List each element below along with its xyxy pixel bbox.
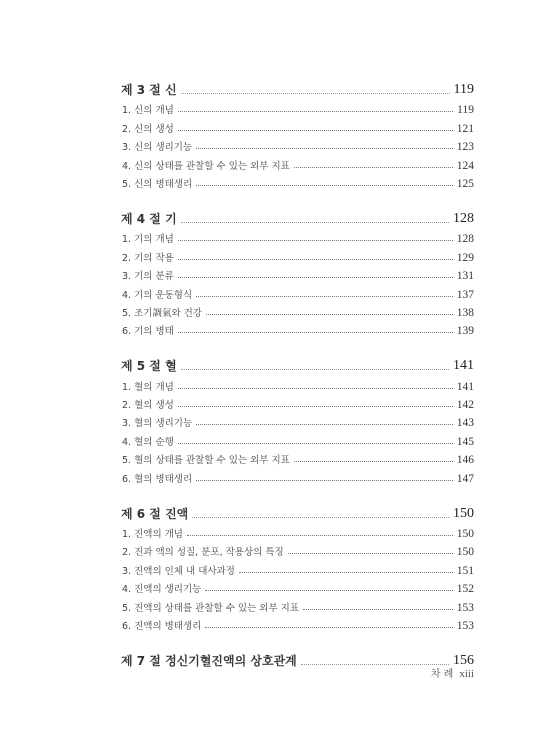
item-title: 2. 기의 작용 [121,250,178,264]
footer-label: 차 례 [430,669,454,680]
item-page-number: 141 [456,380,474,393]
dot-leader [294,460,453,462]
dot-leader [303,608,453,610]
item-title: 3. 신의 생리기능 [121,139,196,153]
dot-leader [178,442,453,444]
dot-leader [181,92,450,94]
dot-leader [205,589,452,591]
item-page-number: 131 [456,270,474,283]
item-title: 2. 혈의 생성 [121,397,178,411]
item-title: 5. 조기調氣와 건강 [121,305,206,319]
dot-leader [181,368,449,370]
item-title: 2. 진과 액의 성질, 분포, 작용상의 특징 [121,544,288,558]
item-title: 1. 신의 개념 [121,102,178,116]
dot-leader [178,405,453,407]
dot-leader [196,423,453,425]
dot-leader [239,571,453,573]
toc-item[interactable] [121,393,474,411]
item-page-number: 145 [456,435,474,448]
toc-item[interactable] [121,614,474,632]
item-page-number: 153 [456,619,474,632]
section-title: 제 5 절 혈 [121,357,181,374]
item-title: 4. 기의 운동형식 [121,287,196,301]
item-title: 3. 진액의 인체 내 대사과정 [121,563,239,577]
toc-item[interactable] [121,595,474,613]
section-title: 제 4 절 기 [121,210,181,227]
item-page-number: 146 [456,454,474,467]
toc-item[interactable] [121,448,474,466]
footer-page-number: xiii [459,668,474,680]
item-page-number: 128 [456,233,474,246]
toc-item[interactable] [121,172,474,190]
item-page-number: 152 [456,583,474,596]
item-title: 3. 혈의 생리기능 [121,415,196,429]
section-page-number: 128 [453,210,474,226]
toc-section-heading[interactable] [121,352,474,374]
section-page-number: 156 [453,652,474,668]
toc-item[interactable] [121,540,474,558]
item-page-number: 143 [456,417,474,430]
dot-leader [178,129,453,131]
toc-section-heading[interactable] [121,647,474,669]
dot-leader [178,239,453,241]
item-title: 1. 혈의 개념 [121,379,178,393]
toc-item[interactable] [121,116,474,134]
item-page-number: 151 [456,564,474,577]
toc-item[interactable] [121,466,474,484]
item-page-number: 150 [456,546,474,559]
item-page-number: 142 [456,399,474,412]
dot-leader [181,221,449,223]
page-footer [431,665,474,680]
toc-item[interactable] [121,153,474,171]
toc-item[interactable] [121,135,474,153]
toc-item[interactable] [121,522,474,540]
item-title: 4. 진액의 생리기능 [121,581,205,595]
toc-item[interactable] [121,282,474,300]
table-of-contents [121,76,474,669]
item-page-number: 124 [456,159,474,172]
item-title: 6. 진액의 병태생리 [121,618,205,632]
toc-item[interactable] [121,577,474,595]
item-title: 4. 신의 상태를 관찰할 수 있는 외부 지표 [121,158,294,172]
item-page-number: 147 [456,472,474,485]
dot-leader [301,663,449,665]
section-title: 제 3 절 신 [121,81,181,98]
toc-item[interactable] [121,429,474,447]
dot-leader [196,295,453,297]
item-title: 5. 신의 병태생리 [121,176,196,190]
item-title: 2. 신의 생성 [121,121,178,135]
toc-item[interactable] [121,374,474,392]
toc-item[interactable] [121,411,474,429]
toc-item[interactable] [121,301,474,319]
toc-section-heading[interactable] [121,205,474,227]
dot-leader [187,534,453,536]
item-title: 5. 진액의 상태를 관찰할 수 있는 외부 지표 [121,600,303,614]
item-page-number: 139 [456,325,474,338]
dot-leader [178,331,453,333]
section-title: 제 6 절 진액 [121,505,192,522]
dot-leader [178,110,453,112]
toc-item[interactable] [121,264,474,282]
item-page-number: 129 [456,251,474,264]
item-title: 5. 혈의 상태를 관찰할 수 있는 외부 지표 [121,452,294,466]
item-page-number: 119 [457,104,474,117]
section-page-number: 119 [453,82,474,97]
item-page-number: 150 [456,528,474,541]
toc-item[interactable] [121,98,474,116]
item-page-number: 137 [456,288,474,301]
section-title: 제 7 절 정신기혈진액의 상호관계 [121,652,301,669]
item-page-number: 153 [456,601,474,614]
section-page-number: 141 [453,358,474,374]
item-title: 6. 혈의 병태생리 [121,471,196,485]
toc-item[interactable] [121,319,474,337]
item-title: 3. 기의 분류 [121,268,178,282]
toc-section-heading[interactable] [121,500,474,522]
dot-leader [206,313,453,315]
item-title: 1. 기의 개념 [121,231,178,245]
toc-item[interactable] [121,245,474,263]
dot-leader [196,479,453,481]
toc-item[interactable] [121,227,474,245]
dot-leader [178,258,453,260]
item-title: 6. 기의 병태 [121,323,178,337]
dot-leader [178,276,453,278]
section-page-number: 150 [453,505,474,521]
dot-leader [205,626,452,628]
toc-item[interactable] [121,558,474,576]
dot-leader [288,552,453,554]
item-page-number: 121 [456,122,474,135]
toc-section-heading[interactable] [121,76,474,98]
dot-leader [294,166,453,168]
dot-leader [192,516,449,518]
dot-leader [196,184,453,186]
item-title: 4. 혈의 순행 [121,434,178,448]
item-page-number: 125 [456,177,474,190]
item-page-number: 123 [456,141,474,154]
dot-leader [196,147,453,149]
item-title: 1. 진액의 개념 [121,526,187,540]
item-page-number: 138 [456,306,474,319]
dot-leader [178,387,453,389]
